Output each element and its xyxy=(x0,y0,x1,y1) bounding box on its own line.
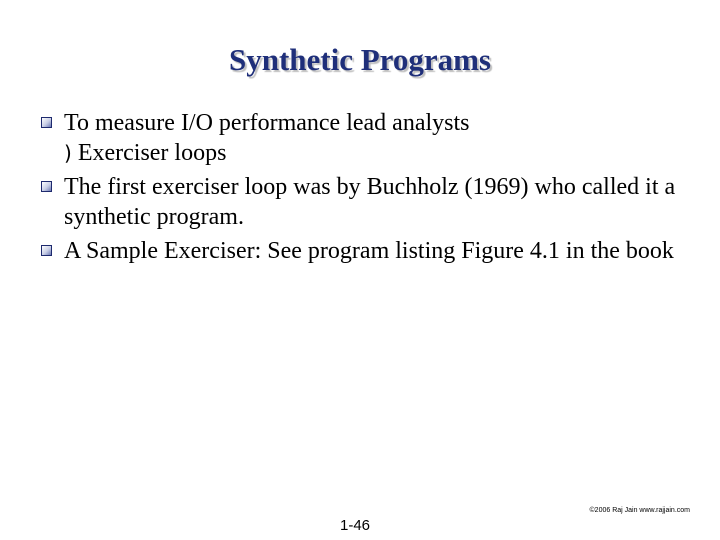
bullet-item-2 xyxy=(0,172,720,232)
bullet-item-3 xyxy=(0,236,720,266)
subline-text: Exerciser loops xyxy=(71,140,227,166)
bullet-text: A Sample Exerciser: See program listing Figure 4.1 in the book xyxy=(64,238,674,264)
square-bullet-icon xyxy=(41,245,52,256)
page-number: 1-46 xyxy=(340,517,371,534)
arrow-icon: ) xyxy=(64,141,72,165)
bullet-item-1 xyxy=(0,108,720,168)
bullet-text: To measure I/O performance lead analysts xyxy=(64,110,470,136)
bullet-list xyxy=(0,108,720,270)
square-bullet-icon xyxy=(41,181,52,192)
square-bullet-icon xyxy=(41,117,52,128)
bullet-subline xyxy=(64,138,690,168)
slide-title: Synthetic Programs xyxy=(228,42,492,77)
bullet-text: The first exerciser loop was by Buchholz (1969) who called it a synthetic program. xyxy=(64,174,676,230)
copyright-footer: ©2006 Raj Jain www.rajjain.com xyxy=(589,507,690,514)
